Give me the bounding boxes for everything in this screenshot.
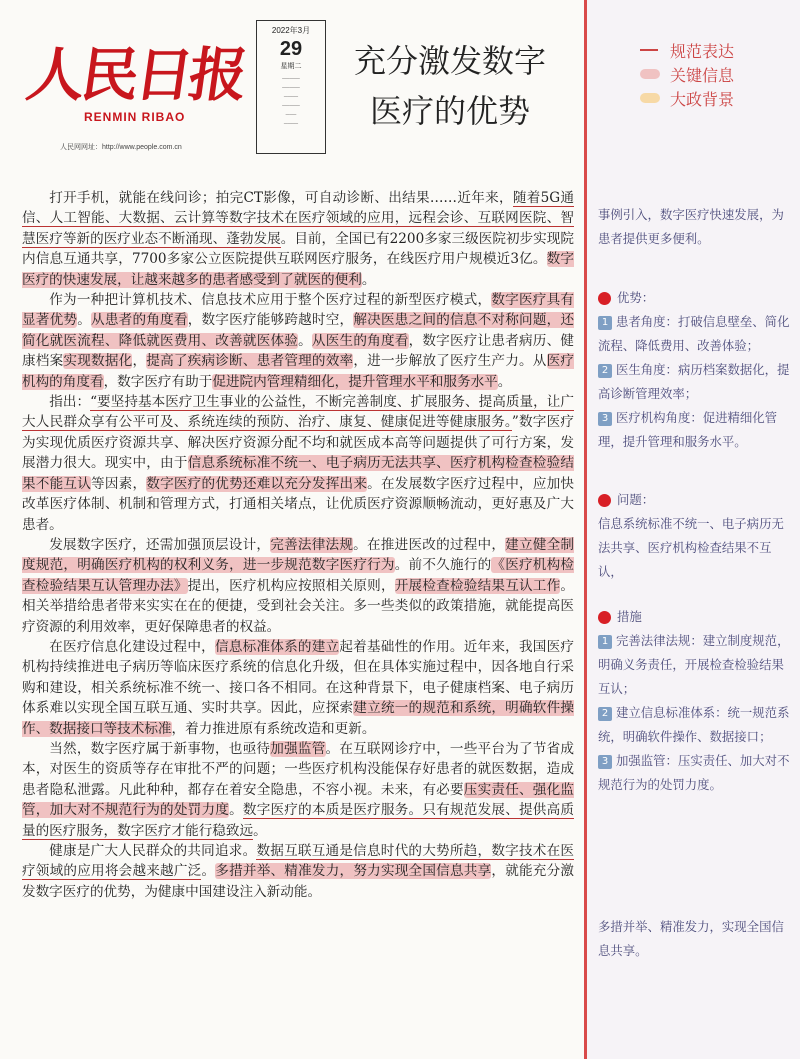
number-badge-icon: 3 [598, 755, 612, 769]
text-run: ，数字医疗有助于 [103, 373, 213, 390]
key-info-highlight: 从医生的角度看 [311, 332, 409, 349]
text-run: ，进一步解放了医疗生产力。从 [353, 353, 547, 370]
text-run: 当然，数字医疗属于新事物，也亟待 [49, 740, 271, 757]
newspaper-website: 人民网网址：http://www.people.com.cn [60, 144, 182, 151]
standard-expression-underline: “要坚持基本医疗卫生事业的公益性，不断完善制度、扩展服务、提高质量，让广大人民群众享有公平可及、系统连续的预防、治疗、康复、健康促进等健康服务。 [22, 394, 575, 431]
page-title [340, 36, 560, 136]
text-run: ，数字医疗让患者病历、健康档案 [22, 332, 575, 370]
highlight-legend [640, 38, 734, 110]
key-info-highlight: 从患者的角度看 [91, 312, 188, 329]
issue-date-box [256, 20, 326, 154]
text-run: 。 [201, 863, 216, 880]
text-run: 。 [361, 271, 376, 288]
article-paragraph [22, 841, 574, 902]
issue-weekday: 星期二 [280, 63, 302, 70]
key-info-highlight: 信息标准体系的建立 [215, 638, 340, 655]
key-info-highlight: 信息系统标准不统一、电子病历无法共享、医疗机构检查检验结果不能互认 [22, 455, 575, 492]
text-run: 健康是广大人民群众的共同追求。 [49, 843, 257, 859]
text-run: 在医疗信息化建设过程中， [49, 638, 215, 655]
number-badge-icon: 3 [598, 412, 612, 426]
text-run: ， [132, 353, 147, 370]
note-heading: 措施 [617, 609, 642, 624]
note-advantages [598, 286, 794, 454]
key-info-highlight: 数字医疗的快速发展，让越来越多的患者感受到了就医的便利 [22, 251, 574, 288]
key-info-highlight: 实现数据化 [63, 353, 133, 370]
newspaper-roman-name: RENMIN RIBAO [84, 110, 186, 124]
note-item-text: 完善法律法规：建立制度规范，明确义务责任，开展检查检验结果互认； [598, 633, 790, 696]
legend-label: 关键信息 [670, 65, 735, 85]
text-run: 。在推进医改的过程中， [353, 536, 506, 553]
pink-swatch [640, 69, 660, 79]
key-info-highlight: 促进院内管理精细化，提升管理水平和服务水平 [212, 373, 498, 390]
key-info-highlight: 开展检查检验结果互认工作 [394, 577, 561, 594]
article-paragraph [22, 290, 574, 392]
text-run: 作为一种把计算机技术、信息技术应用于整个医疗过程的新型医疗模式， [49, 292, 492, 309]
key-info-highlight: 多措并举、精准发力，努力实现全国信息共享 [215, 863, 492, 880]
key-info-highlight: 建立健全制度规范，明确医疗机构的权利义务，进一步规范数字医疗行为 [22, 536, 575, 574]
note-item-text: 医生角度：病历档案数据化，提高诊断管理效率； [598, 362, 790, 401]
legend-label: 规范表达 [670, 41, 735, 61]
key-info-highlight: 加强监管 [270, 740, 326, 757]
article-body [22, 188, 574, 902]
key-info-highlight: 建立统一的规范和系统，明确软件操作、数据接口等技术标准 [22, 700, 575, 737]
text-run: 等因素， [91, 475, 147, 492]
note-item [598, 310, 794, 358]
note-heading: 问题： [617, 492, 655, 507]
note-item-text: 建立信息标准体系：统一规范系统，明确软件操作、数据接口； [598, 705, 790, 744]
text-run: 指出： [49, 394, 91, 411]
legend-label: 大政背景 [670, 89, 735, 109]
bullet-dot-icon [598, 494, 611, 507]
standard-expression-underline: 数据互联互通是信息时代的大势所趋，数字技术在医疗领域的应用将会越来越广泛 [22, 843, 574, 880]
text-run: 。 [497, 373, 512, 390]
legend-item [640, 86, 734, 110]
key-info-highlight: 数字医疗具有显著优势 [22, 292, 575, 329]
underline-swatch [640, 49, 658, 51]
issue-year-month: 2022年3月 [271, 26, 311, 35]
note-intro: 事例引入，数字医疗快速发展，为患者提供更多便利。 [598, 207, 784, 246]
key-info-highlight: 压实责任、强化监管，加大对不规范行为的处罚力度 [22, 781, 575, 819]
article-paragraph [22, 535, 574, 637]
key-info-highlight: 提高了疾病诊断、患者管理的效率 [146, 353, 354, 370]
key-info-highlight: 数字医疗的优势还难以充分发挥出来 [146, 475, 368, 492]
text-run: 。相关举措给患者带来实实在在的便捷，受到社会关注。多一些类似的政策措施，就能提高医疗资源的利用效率，更好保障患者的权益。 [22, 577, 575, 635]
text-run: 。在发展数字医疗过程中，应加快改革医疗体制、机制和管理方式，打通相关堵点，让优质医疗资源顺畅流动，更好惠及广大患者。 [22, 475, 575, 533]
bullet-dot-icon [598, 292, 611, 305]
number-badge-icon: 2 [598, 707, 612, 721]
problem-text: 信息系统标准不统一、电子病历无法共享、医疗机构检查结果不互认， [598, 516, 784, 579]
text-run: 提出，医疗机构应按照相关原则， [187, 577, 395, 594]
text-run: 。 [253, 822, 267, 839]
text-run: 。目前，全国已有2200多家三级医院初步实现院内信息互通共享，7700多家公立医院提供互联网医疗服务，在线医疗用户规模近3亿。 [22, 230, 574, 268]
orange-swatch [640, 93, 660, 103]
note-item [598, 749, 794, 797]
key-info-highlight: 完善法律法规 [270, 536, 354, 553]
legend-item [640, 62, 734, 86]
note-measures [598, 605, 794, 797]
divider-line [584, 0, 587, 1059]
issue-day: 29 [279, 38, 303, 60]
text-run: ，着力推进原有系统改造和更新。 [171, 720, 376, 737]
newspaper-logo: 人民日报 [22, 41, 249, 109]
number-badge-icon: 1 [598, 316, 612, 330]
measure-list [598, 629, 794, 797]
text-run: ”数字医疗为实现优质医疗资源共享、解决医疗资源分配不均和就医成本高等问题提供了可行方案，发展潜力很大。现实中，由于 [22, 414, 574, 472]
key-info-highlight: 医疗机构的角度看 [22, 353, 575, 390]
text-run: ，就能充分激发数字医疗的优势，为健康中国建设注入新动能。 [22, 863, 575, 900]
text-run: 。 [298, 332, 312, 349]
note-summary: 多措并举、精准发力，实现全国信息共享。 [598, 919, 784, 958]
note-item-text: 加强监管：压实责任、加大对不规范行为的处罚力度。 [598, 753, 790, 792]
legend-item [640, 38, 734, 62]
standard-expression-underline: 随着5G通信、人工智能、大数据、云计算等数字技术在医疗领域的应用，远程会诊、互联网医院、智慧医疗等新的医疗业态不断涌现、蓬勃发展 [22, 190, 574, 247]
note-item-text: 患者角度：打破信息壁垒、简化流程、降低费用、改善体验； [598, 314, 790, 353]
article-paragraph [22, 188, 574, 290]
advantage-list [598, 310, 794, 454]
text-run: 打开手机，就能在线问诊；拍完CT影像，可自动诊断、出结果……近年来， [49, 190, 513, 206]
note-problems [598, 488, 794, 584]
article-paragraph [22, 637, 574, 739]
article-paragraph [22, 739, 574, 841]
note-item [598, 629, 794, 701]
text-run: 发展数字医疗，还需加强顶层设计， [49, 536, 271, 553]
text-run: ，数字医疗能够跨越时空， [187, 312, 354, 329]
newspaper-masthead [14, 18, 249, 158]
note-item [598, 358, 794, 406]
bullet-dot-icon [598, 611, 611, 624]
key-info-highlight: 解决医患之间的信息不对称问题，还简化就医流程、降低就医费用、改善就医体验 [22, 312, 575, 349]
text-run: 。 [229, 802, 243, 819]
note-heading: 优势： [617, 290, 655, 305]
text-run: 。在互联网诊疗中，一些平台为了节省成本，对医生的资质等存在审批不严的问题；一些医疗机构没能保存好患者的就医数据，造成患者隐私泄露。凡此种种，都存在着安全隐患，不容小视。未来，有必要 [22, 740, 575, 798]
key-info-highlight: 《医疗机构检查检验结果互认管理办法》 [22, 557, 575, 594]
text-run: 。 [77, 312, 92, 329]
number-badge-icon: 1 [598, 635, 612, 649]
note-item [598, 406, 794, 454]
text-run: 。前不久施行的 [394, 557, 492, 574]
text-run: 起着基础性的作用。近年来，我国医疗机构持续推进电子病历等临床医疗系统的信息化升级，但在具体实施过程中，因各地自行采购和建设，相关系统标准不统一、接口各不相同。在这种背景下，电子健康档案、电子病历体系难以实现全国互联互通、实时共享。因此，应探索 [22, 638, 575, 717]
title-line-1: 充分激发数字 [353, 42, 546, 80]
note-item [598, 701, 794, 749]
title-line-2: 医疗的优势 [369, 92, 530, 130]
issue-fineprint: ───── ───── ──── ───── ─── ──── [282, 76, 300, 127]
standard-expression-underline: 数字医疗的本质是医疗服务。只有规范发展、提供高质量的医疗服务，数字医疗才能行稳致远 [22, 802, 575, 839]
article-paragraph [22, 392, 574, 535]
note-item-text: 医疗机构角度：促进精细化管理，提升管理和服务水平。 [598, 410, 778, 449]
number-badge-icon: 2 [598, 364, 612, 378]
